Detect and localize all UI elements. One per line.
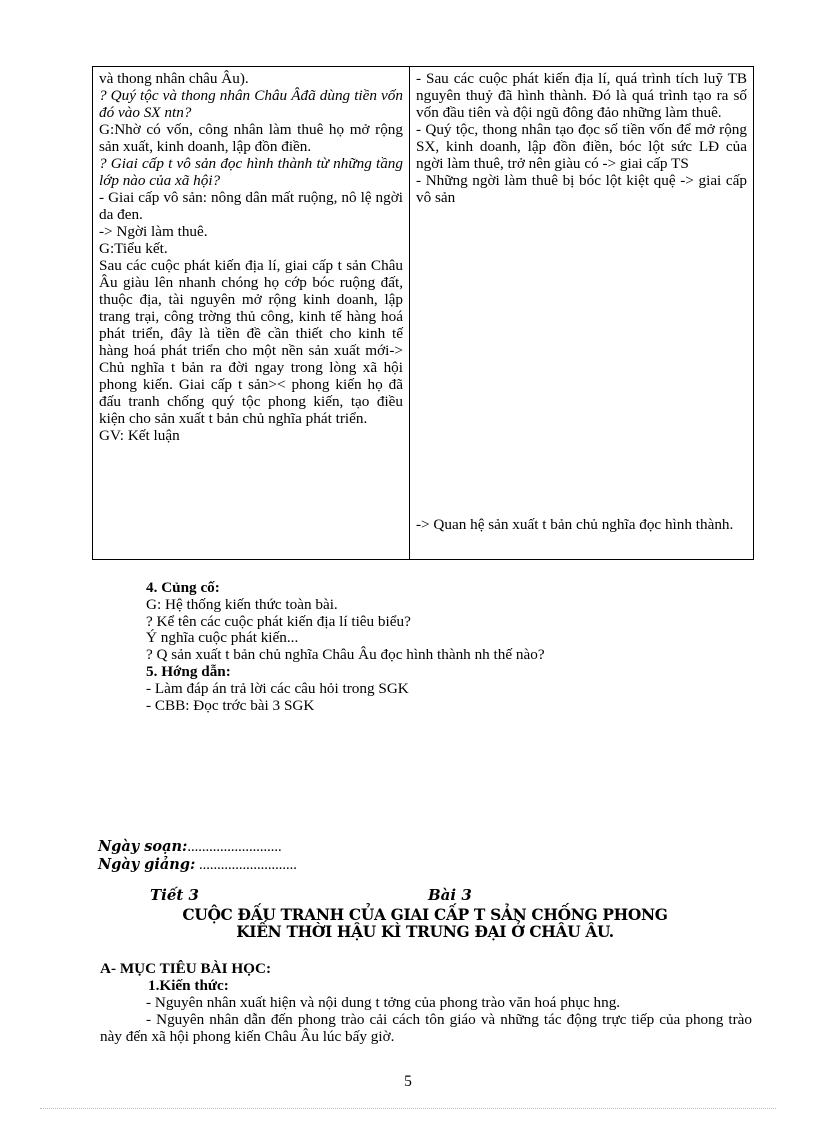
review-item: G: Hệ thống kiến thức toàn bài. xyxy=(146,595,338,613)
objectives-heading: A- MỤC TIÊU BÀI HỌC: xyxy=(100,960,272,977)
left-line: - Giai cấp vô sản: nông dân mất ruộng, nô lệ ngời da đen. xyxy=(99,189,403,223)
lesson-title-line: CUỘC ĐẤU TRANH CỦA GIAI CẤP T SẢN CHỐNG PHONG xyxy=(182,906,668,924)
content-point: - Quý tộc, thong nhân tạo đọc số tiền vốn để mở rộng SX, kinh doanh, lập đồn điền, bóc lột sức LĐ của ngời làm thuê, trở nên giàu có -> giai cấp TS xyxy=(416,121,747,172)
prep-date-value: .......................... xyxy=(187,839,282,855)
dates-block xyxy=(98,838,297,874)
lesson-table xyxy=(92,66,754,560)
lesson-number: Bài 3 xyxy=(428,886,472,904)
question: ? Giai cấp t vô sản đọc hình thành từ những tầng lớp nào của xã hội? xyxy=(99,155,403,189)
teacher-student-column xyxy=(93,67,410,560)
guide-item: - CBB: Đọc trớc bài 3 SGK xyxy=(146,696,315,714)
knowledge-subheading: 1.Kiến thức: xyxy=(148,977,229,994)
review-section xyxy=(146,580,726,714)
lesson-header xyxy=(150,886,630,906)
review-heading: 4. Củng cố: xyxy=(146,579,220,596)
objective-item: - Nguyên nhân xuất hiện và nội dung t tởng của phong trào văn hoá phục hng. xyxy=(146,994,621,1011)
content-point: - Sau các cuộc phát kiến địa lí, quá trình tích luỹ TB nguyên thuỷ đã hình thành. Đó là quá trình tạo ra số vốn đầu tiên và đội ngũ đông đảo những làm thuê. xyxy=(416,70,747,121)
content-point: - Những ngời làm thuê bị bóc lột kiệt quệ -> giai cấp vô sản xyxy=(416,172,747,206)
teach-date xyxy=(98,856,297,874)
content-column xyxy=(410,67,754,560)
left-line: G:Nhờ có vốn, công nhân làm thuê họ mở rộng sản xuất, kinh doanh, lập đồn điền. xyxy=(99,121,403,155)
objectives-section xyxy=(100,960,752,1045)
lesson-title-line: KIẾN THỜI HẬU KÌ TRUNG ĐẠI Ở CHÂU ÂU. xyxy=(236,923,614,941)
content-conclusion: -> Quan hệ sản xuất t bản chủ nghĩa đọc hình thành. xyxy=(416,516,734,533)
summary-paragraph: Sau các cuộc phát kiến địa lí, giai cấp t sản Châu Âu giàu lên nhanh chóng họ cớp bóc ruộng đất, thuộc địa, tài nguyên mở rộng kinh doanh, lập trang trại, công trờng thủ công, kinh tế hàng hoá phát triển, đây là tiền đề cần thiết cho kinh tế hàng hoá phát triển cho một nền sản xuất mới-> Chủ nghĩa t bản ra đời ngay trong lòng xã hội phong kiến. Giai cấp t sản>< phong kiến họ đã đấu tranh chống quý tộc phong kiến, tạo điều kiện cho sản xuất t bản chủ nghĩa phát triển. xyxy=(99,257,403,427)
prep-date-label: Ngày soạn: xyxy=(98,838,188,855)
prep-date xyxy=(98,838,297,856)
left-line: G:Tiểu kết. xyxy=(99,240,168,257)
guide-item: - Làm đáp án trả lời các câu hỏi trong SGK xyxy=(146,679,409,697)
review-item: ? Kể tên các cuộc phát kiến địa lí tiêu biểu? xyxy=(146,612,411,630)
left-line: -> Ngời làm thuê. xyxy=(99,223,208,240)
footer-divider xyxy=(40,1108,776,1109)
guide-heading: 5. Hớng dẫn: xyxy=(146,662,231,680)
review-item: Ý nghĩa cuộc phát kiến... xyxy=(146,629,299,647)
lesson-title xyxy=(100,907,750,941)
question: ? Quý tộc và thong nhân Châu Âđã dùng tiền vốn đó vào SX ntn? xyxy=(99,87,403,121)
left-line: GV: Kết luận xyxy=(99,427,180,444)
page-number: 5 xyxy=(404,1073,412,1090)
period-label: Tiết 3 xyxy=(150,886,199,904)
teach-date-label: Ngày giảng: xyxy=(98,856,196,873)
teach-date-value: ........................... xyxy=(198,857,297,873)
review-item: ? Q sản xuất t bản chủ nghĩa Châu Âu đọc hình thành nh thế nào? xyxy=(146,646,545,664)
left-line: và thong nhân châu Âu). xyxy=(99,70,249,87)
objective-item: - Nguyên nhân dẫn đến phong trào cải cách tôn giáo và những tác động trực tiếp của phong trào này đến xã hội phong kiến Châu Âu lúc bấy giờ. xyxy=(100,1011,752,1045)
